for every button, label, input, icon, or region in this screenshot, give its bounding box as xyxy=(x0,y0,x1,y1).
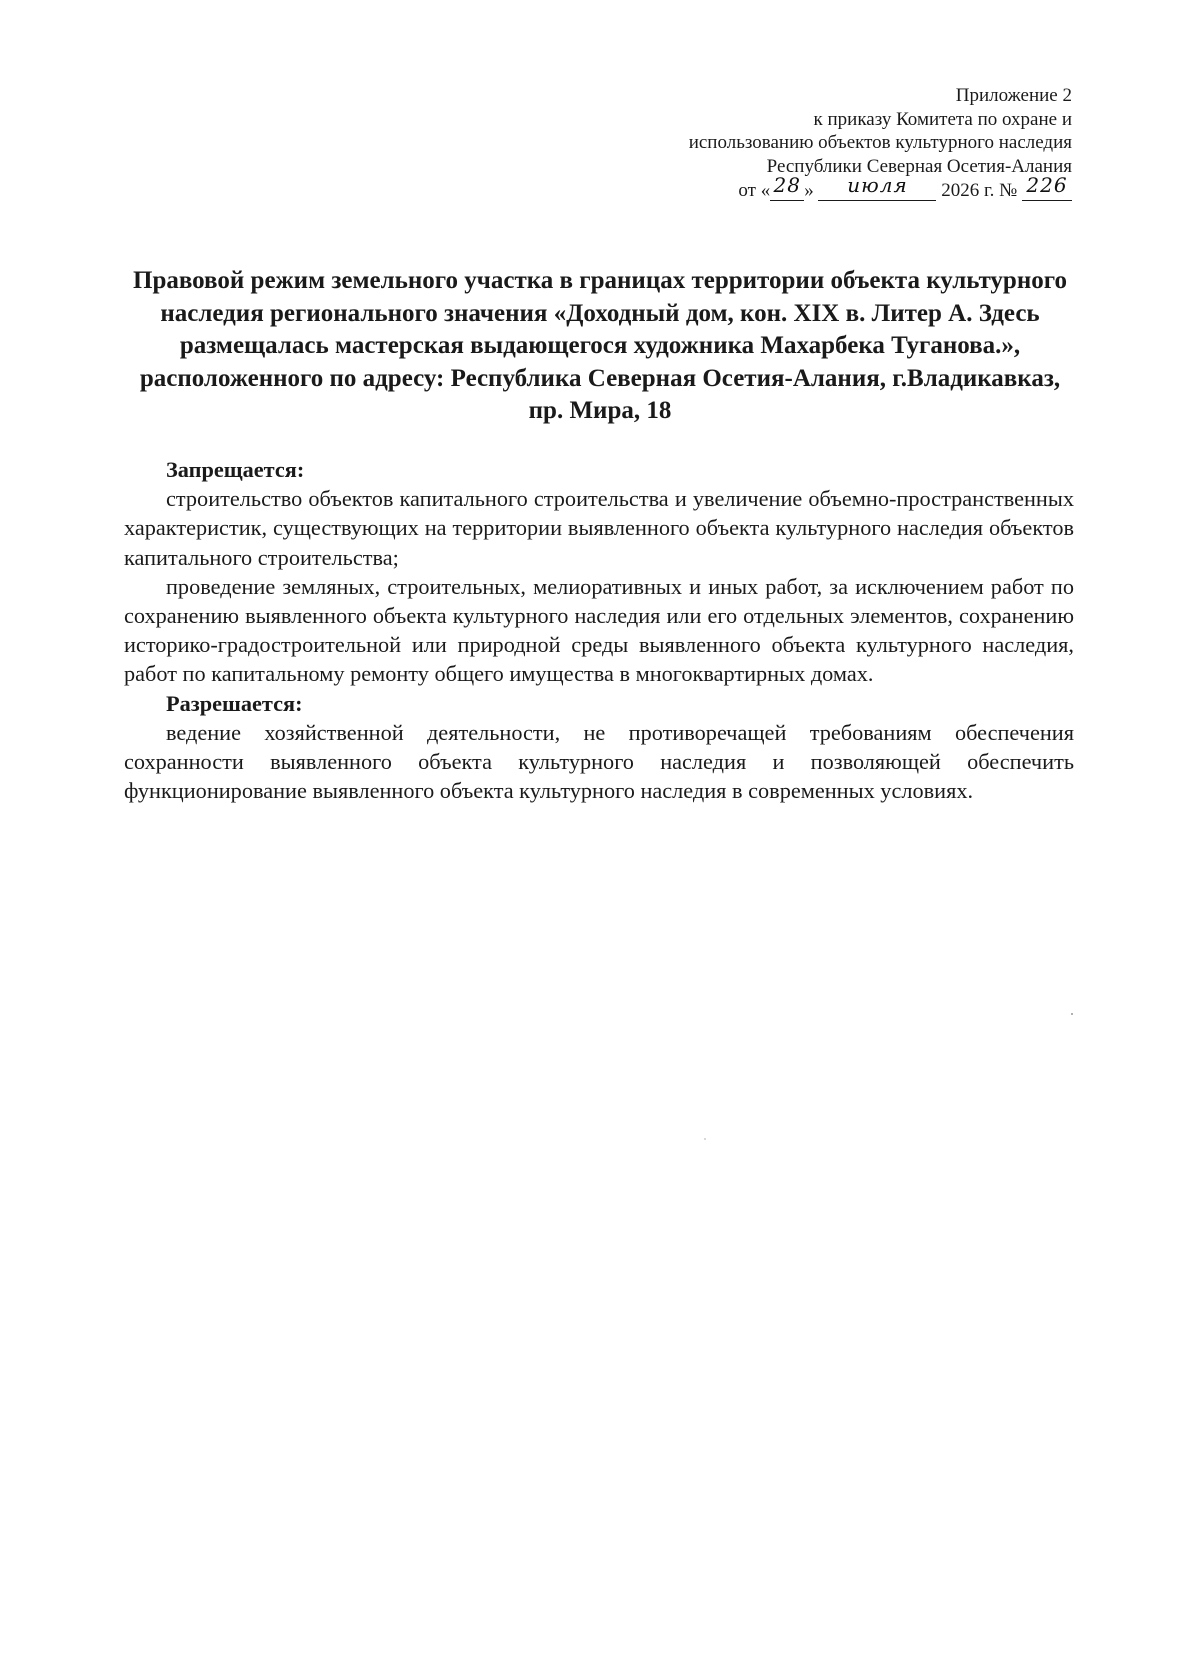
permitted-heading: Разрешается: xyxy=(166,690,303,716)
date-month-handwritten: июля xyxy=(847,173,908,197)
appendix-header xyxy=(552,84,1072,203)
appendix-order-ref: к приказу Комитета по охране и xyxy=(813,108,1072,130)
appendix-date-line xyxy=(552,173,1072,203)
date-day-handwritten: 28 xyxy=(773,173,801,197)
document-body xyxy=(124,455,1074,805)
permitted-item-activity: ведение хозяйственной деятельности, не противоречащей требованиям обеспечения сохранности выявленного объекта культурного наследия и позволяющей обеспечить функционирование выявленного объекта культурного наследия в современных условиях. xyxy=(124,719,1074,804)
document-title: Правовой режим земельного участка в границах территории объекта культурного наследия регионального значения «Доходный дом, кон. XIX в. Литер А. Здесь размещалась мастерская выдающегося художника Махарбека Туганова.», расположенного по адресу: Республика Северная Осетия-Алания, г.Владикавказ, пр. Мира, 18 xyxy=(133,267,1067,424)
date-quote-close: » xyxy=(804,180,814,201)
appendix-committee: использованию объектов культурного наследия xyxy=(688,132,1072,153)
order-number-handwritten: 226 xyxy=(1026,173,1068,197)
date-day-field xyxy=(770,173,804,201)
date-month-field xyxy=(818,173,936,201)
date-prefix: от « xyxy=(738,180,771,201)
prohibited-heading: Запрещается: xyxy=(166,457,305,482)
scan-speck xyxy=(1071,1013,1073,1015)
prohibited-item-works: проведение земляных, строительных, мелиоративных и иных работ, за исключением работ по сохранению выявленного объекта культурного наследия или его отдельных элементов, сохранению историко-градостроительной или природной среды выявленного объекта культурного наследия, работ по капитальному ремонту общего имущества в многоквартирных домах. xyxy=(124,573,1074,687)
scan-speck xyxy=(704,1138,706,1140)
order-number-field xyxy=(1022,173,1072,201)
appendix-number: Приложение 2 xyxy=(955,85,1072,106)
prohibited-item-construction: строительство объектов капитального строительства и увеличение объемно-пространственных характеристик, существующих на территории выявленного объекта культурного наследия объектов капитального строительства; xyxy=(124,486,1074,570)
date-year: 2026 г. № xyxy=(941,180,1018,201)
appendix-republic: Республики Северная Осетия-Алания xyxy=(766,155,1072,177)
